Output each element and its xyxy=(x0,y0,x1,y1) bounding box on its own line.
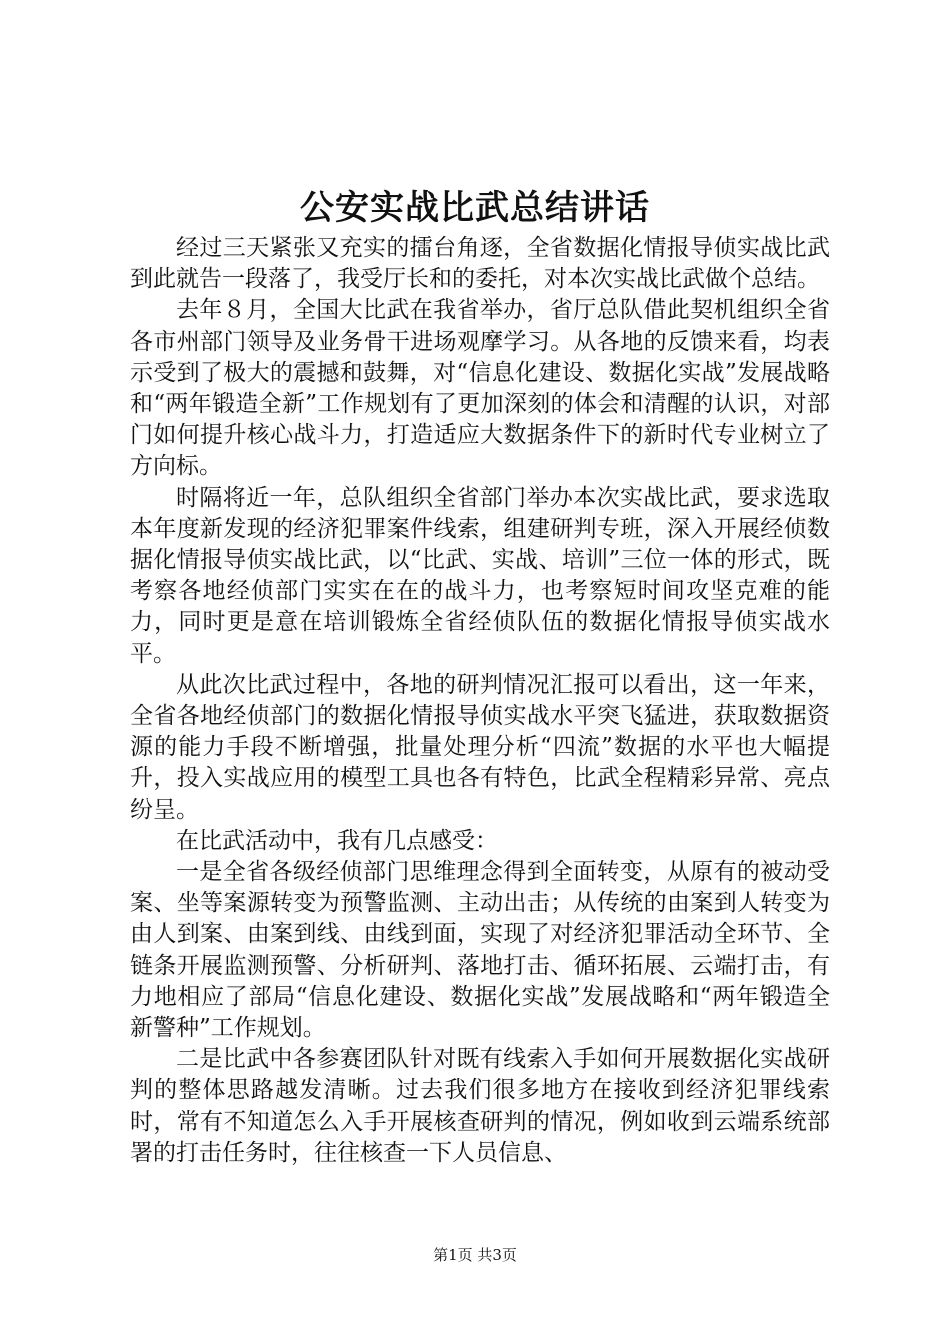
page-footer: 第1页 共3页 xyxy=(433,1246,517,1264)
paragraph-4: 从此次比武过程中，各地的研判情况汇报可以看出，这一年来，全省各地经侦部门的数据化情报导侦实战水平突飞猛进，获取数据资源的能力手段不断增强，批量处理分析“四流”数据的水平也大幅提升，投入实战应用的模型工具也各有特色，比武全程精彩异常、亮点纷呈。 xyxy=(130,671,830,823)
document-title: 公安实战比武总结讲话 xyxy=(300,188,650,228)
document-body xyxy=(130,233,830,1169)
paragraph-7: 二是比武中各参赛团队针对既有线索入手如何开展数据化实战研判的整体思路越发清晰。过去我们很多地方在接收到经济犯罪线索时，常有不知道怎么入手开展核查研判的情况，例如收到云端系统部署的打击任务时，往往核查一下人员信息、 xyxy=(130,1046,830,1166)
paragraph-6: 一是全省各级经侦部门思维理念得到全面转变，从原有的被动受案、坐等案源转变为预警监测、主动出击；从传统的由案到人转变为由人到案、由案到线、由线到面，实现了对经济犯罪活动全环节、全链条开展监测预警、分析研判、落地打击、循环拓展、云端打击，有力地相应了部局“信息化建设、数据化实战”发展战略和“两年锻造全新警种”工作规划。 xyxy=(130,859,830,1042)
paragraph-5: 在比武活动中，我有几点感受： xyxy=(176,827,498,854)
paragraph-1: 经过三天紧张又充实的擂台角逐，全省数据化情报导侦实战比武到此就告一段落了，我受厅长和的委托，对本次实战比武做个总结。 xyxy=(130,235,830,293)
paragraph-3: 时隔将近一年，总队组织全省部门举办本次实战比武，要求选取本年度新发现的经济犯罪案件线索，组建研判专班，深入开展经侦数据化情报导侦实战比武，以“比武、实战、培训”三位一体的形式，既考察各地经侦部门实实在在的战斗力，也考察短时间攻坚克难的能力，同时更是意在培训锻炼全省经侦队伍的数据化情报导侦实战水平。 xyxy=(130,484,830,667)
paragraph-2: 去年８月，全国大比武在我省举办，省厅总队借此契机组织全省各市州部门领导及业务骨干进场观摩学习。从各地的反馈来看，均表示受到了极大的震撼和鼓舞，对“信息化建设、数据化实战”发展战略和“两年锻造全新”工作规划有了更加深刻的体会和清醒的认识，对部门如何提升核心战斗力，打造适应大数据条件下的新时代专业树立了方向标。 xyxy=(130,297,830,480)
